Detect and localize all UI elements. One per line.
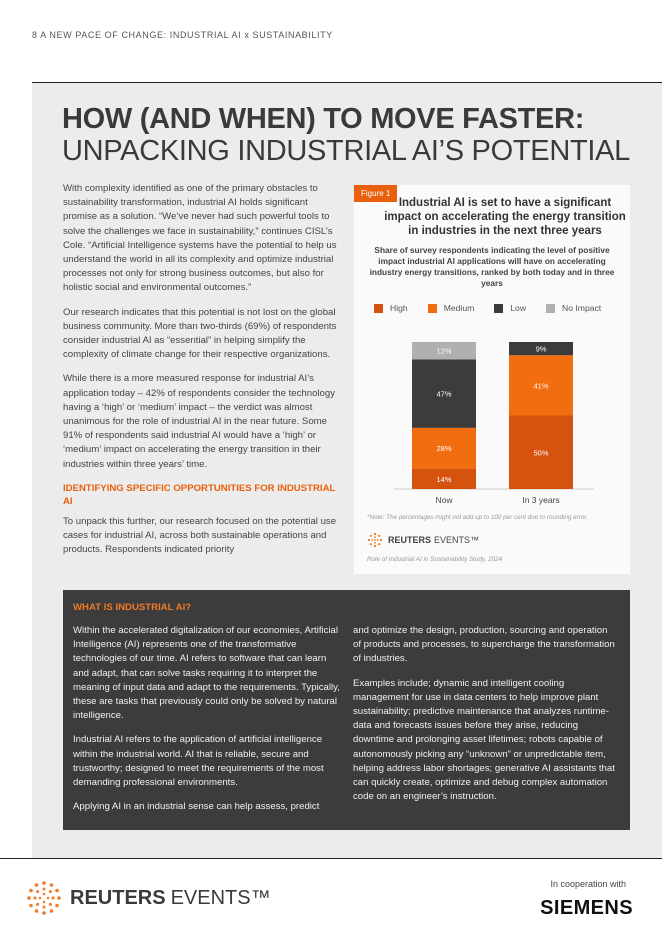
reuters-events-logo (367, 532, 479, 548)
page-title: HOW (AND WHEN) TO MOVE FASTER: (62, 103, 585, 135)
info-box-right-column (353, 624, 615, 814)
figure-card (354, 185, 630, 574)
info-paragraph: Applying AI in an industrial sense can help assess, predict (73, 801, 320, 813)
logo-text-bold: REUTERS (70, 886, 166, 909)
legend-label: High (390, 303, 408, 313)
info-paragraph: Industrial AI refers to the application of artificial intelligence within the industrial world. AI that is reliable, secure and trustworthy; designed to meet the requirements of the most demanding professional environments. (73, 734, 324, 789)
cooperation-label: In cooperation with (550, 879, 626, 889)
section-subhead: IDENTIFYING SPECIFIC OPPORTUNITIES FOR INDUSTRIAL AI (63, 482, 336, 508)
legend-item (546, 303, 601, 313)
bottom-divider (0, 858, 662, 859)
body-paragraph: While there is a more measured response for industrial AI’s application today – 42% of respondents consider the technology having a ‘high’ or ‘medium’ impact – the verdict was almost unanimous for the role of industrial AI in the near future. Some 91% of respondents said industrial AI would have a ‘high’ or ‘medium’ impact on accelerating the energy transition in their industries within three years’ time. (63, 373, 336, 470)
figure-title: Industrial AI is set to have a significant impact on accelerating the energy transition in industries in the next three years (384, 197, 626, 237)
logo-text-light: EVENTS™ (434, 535, 480, 545)
data-label: 28% (436, 444, 452, 454)
figure-tag: Figure 1 (354, 185, 397, 202)
figure-note: *Note: The percentages might not add up to 100 per cent due to rounding error. (367, 514, 588, 521)
data-label: 9% (535, 344, 547, 354)
legend-item (374, 303, 408, 313)
data-label: 47% (436, 389, 452, 399)
legend-swatch (374, 304, 383, 313)
siemens-logo: SIEMENS (540, 897, 633, 919)
info-box-title: WHAT IS INDUSTRIAL AI? (73, 602, 192, 613)
info-paragraph: Within the accelerated digitalization of our economies, Artificial Intelligence (AI) represents one of the transformative technologies of our time. AI refers to software that can learn and adapt, that can solve tasks requiring it to interpret the meaning of input data and adapt to the requirements. Typically, these are tasks that previously could only be solved by natural intelligence. (73, 625, 340, 722)
legend-item (428, 303, 475, 313)
legend-swatch (546, 304, 555, 313)
data-label: 14% (436, 474, 452, 484)
running-header: 8 A NEW PACE OF CHANGE: INDUSTRIAL AI x SUSTAINABILITY (32, 30, 333, 40)
logo-text-bold: REUTERS (388, 535, 432, 545)
stacked-bar-chart (354, 325, 630, 505)
reuters-dots-icon (26, 880, 62, 916)
chart-legend (374, 303, 624, 313)
category-label: In 3 years (522, 495, 560, 505)
figure-subtitle: Share of survey respondents indicating the level of positive impact industrial AI applications will have on accelerating industry energy transitions, ranked by both today and in three years (369, 245, 615, 288)
info-box-left-column (73, 624, 341, 824)
legend-swatch (428, 304, 437, 313)
legend-label: Medium (443, 303, 475, 313)
info-paragraph: Examples include; dynamic and intelligent cooling management for use in data centers to help improve plant sustainability; predictive maintenance that analyzes runtime-data and forecasts issues before they arise, reducing downtime and prolonging asset lifetimes; robots capable of autonomously picking any “unknown” or unpredictable item, helping address labor shortages; generative AI assistants that can quickly create, optimize and debug complex automation code on an engineer’s instruction. (353, 677, 615, 803)
data-label: 12% (436, 346, 452, 356)
legend-label: Low (510, 303, 527, 313)
body-paragraph: Our research indicates that this potential is not lost on the global business community. More than two-thirds (69%) of respondents consider industrial AI as “essential” in helping simplify the complexity of climate change for their respective organizations. (63, 306, 337, 361)
figure-source: Role of Industrial AI in Sustainability Study, 2024 (367, 556, 503, 563)
data-label: 41% (533, 381, 549, 391)
info-box (63, 590, 630, 830)
legend-label: No Impact (562, 303, 602, 313)
footer-reuters-events-logo (26, 880, 271, 916)
page-subtitle: UNPACKING INDUSTRIAL AI’S POTENTIAL (62, 135, 630, 167)
body-paragraph: With complexity identified as one of the primary obstacles to sustainability transformation, industrial AI holds significant promise as a solution. “We’ve never had such powerful tools to solve the challenges we face in sustainability,” continues CISL’s Cole. “Artificial Intelligence systems have the potential to help us understand the world in all its complexity and optimize industrial processes not only for strong business outcomes, but also for holistic social and environmental outcomes.” (63, 183, 337, 294)
data-label: 50% (533, 448, 549, 458)
legend-item (494, 303, 526, 313)
info-paragraph: and optimize the design, production, sourcing and operation of products and processes, to supercharge the transformation of industries. (353, 625, 615, 665)
body-paragraph: To unpack this further, our research focused on the potential use cases for industrial AI, across both sustainable operations and products. Respondents indicated priority (63, 515, 337, 556)
category-label: Now (435, 495, 453, 505)
legend-swatch (494, 304, 503, 313)
logo-text-light: EVENTS™ (170, 886, 271, 909)
body-text-column (63, 182, 339, 567)
reuters-dots-icon (367, 532, 383, 548)
